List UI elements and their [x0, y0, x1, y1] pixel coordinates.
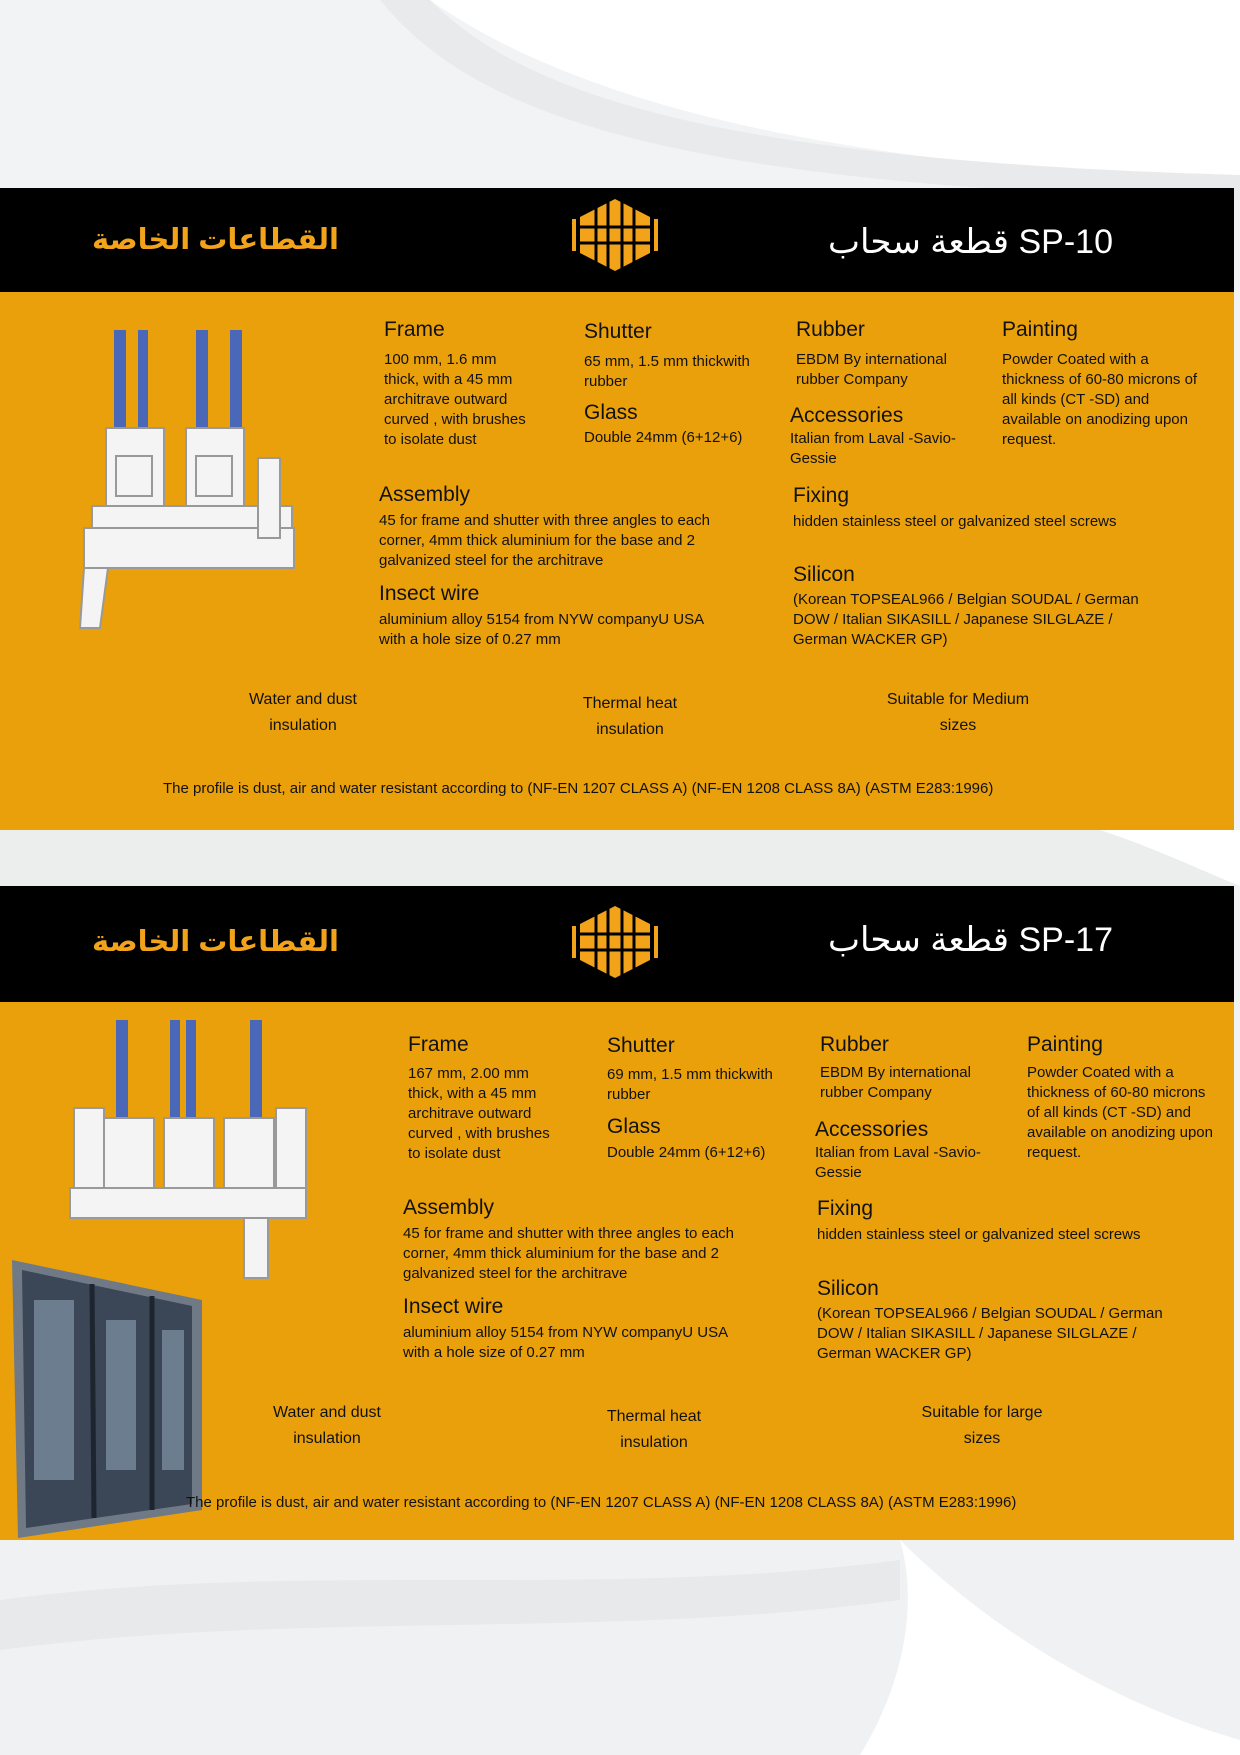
painting-label: Painting	[1027, 1033, 1103, 1056]
assembly-text: 45 for frame and shutter with three angles to each corner, 4mm thick aluminium for the base and 2 galvanized steel for the architrave	[379, 512, 711, 569]
standards-text: The profile is dust, air and water resistant according to (NF-EN 1207 CLASS A) (NF-EN 1208 CLASS 8A) (ASTM E283:1996)	[163, 780, 994, 797]
shutter-label: Shutter	[607, 1034, 675, 1057]
fixing-label: Fixing	[817, 1197, 874, 1220]
insect-wire-text: aluminium alloy 5154 from NYW companyU USA with a hole size of 0.27 mm	[379, 611, 704, 648]
fixing-text: hidden stainless steel or galvanized steel screws	[793, 513, 1117, 530]
shutter-text: 69 mm, 1.5 mm thickwith rubber	[607, 1066, 773, 1103]
product-title: قطعة سحاب SP-10	[828, 223, 1113, 261]
assembly-text: 45 for frame and shutter with three angles to each corner, 4mm thick aluminium for the base and 2 galvanized steel for the architrave	[403, 1225, 735, 1282]
rubber-label: Rubber	[796, 318, 865, 341]
product-title: قطعة سحاب SP-17	[828, 921, 1113, 959]
frame-text: 100 mm, 1.6 mm thick, with a 45 mm architrave outward curved , with brushes to isolate dust	[384, 351, 526, 448]
feature-size: Suitable for large sizes	[921, 1404, 1043, 1447]
glass-label: Glass	[607, 1115, 661, 1138]
accessories-text: Italian from Laval -Savio-Gessie	[815, 1144, 981, 1181]
accessories-label: Accessories	[815, 1118, 929, 1141]
painting-text: Powder Coated with a thickness of 60-80 microns of all kinds (CT -SD) and available on anodizing upon request.	[1002, 351, 1198, 448]
insect-wire-label: Insect wire	[403, 1295, 504, 1318]
fixing-text: hidden stainless steel or galvanized steel screws	[817, 1226, 1141, 1243]
accessories-text: Italian from Laval -Savio-Gessie	[790, 430, 956, 467]
frame-label: Frame	[384, 318, 445, 341]
standards-text: The profile is dust, air and water resistant according to (NF-EN 1207 CLASS A) (NF-EN 1208 CLASS 8A) (ASTM E283:1996)	[186, 1494, 1017, 1511]
fixing-label: Fixing	[793, 484, 850, 507]
feature-thermal: Thermal heat insulation	[606, 1408, 702, 1451]
feature-water-dust: Water and dust insulation	[273, 1404, 381, 1447]
insect-wire-text: aluminium alloy 5154 from NYW companyU USA with a hole size of 0.27 mm	[403, 1324, 728, 1361]
feature-water-dust: Water and dust insulation	[249, 691, 357, 734]
accessories-label: Accessories	[790, 404, 904, 427]
glass-text: Double 24mm (6+12+6)	[584, 429, 743, 446]
frame-text: 167 mm, 2.00 mm thick, with a 45 mm architrave outward curved , with brushes to isolate dust	[408, 1065, 550, 1162]
rubber-text: EBDM By international rubber Company	[796, 351, 947, 388]
sliding-profile-sp17-image	[64, 1018, 314, 1288]
painting-text: Powder Coated with a thickness of 60-80 microns of all kinds (CT -SD) and available on anodizing upon request.	[1027, 1064, 1213, 1161]
rubber-text: EBDM By international rubber Company	[820, 1064, 971, 1101]
silicon-text: (Korean TOPSEAL966 / Belgian SOUDAL / German DOW / Italian SIKASILL / Japanese SILGLAZE / German WACKER GP)	[793, 591, 1139, 648]
feature-thermal: Thermal heat insulation	[582, 695, 678, 738]
hexagon-logo-icon	[572, 904, 658, 980]
sliding-profile-sp10-image	[78, 328, 298, 638]
silicon-label: Silicon	[793, 563, 855, 586]
glass-text: Double 24mm (6+12+6)	[607, 1144, 766, 1161]
silicon-text: (Korean TOPSEAL966 / Belgian SOUDAL / German DOW / Italian SIKASILL / Japanese SILGLAZE / German WACKER GP)	[817, 1305, 1163, 1362]
rubber-label: Rubber	[820, 1033, 889, 1056]
frame-label: Frame	[408, 1033, 469, 1056]
arabic-category-title: القطاعات الخاصة	[92, 926, 339, 958]
assembly-label: Assembly	[379, 483, 471, 506]
insect-wire-label: Insect wire	[379, 582, 480, 605]
sliding-door-photo	[12, 1260, 202, 1538]
assembly-label: Assembly	[403, 1196, 495, 1219]
arabic-category-title: القطاعات الخاصة	[92, 224, 339, 256]
glass-label: Glass	[584, 401, 638, 424]
silicon-label: Silicon	[817, 1277, 879, 1300]
feature-size: Suitable for Medium sizes	[886, 691, 1030, 734]
painting-label: Painting	[1002, 318, 1078, 341]
shutter-text: 65 mm, 1.5 mm thickwith rubber	[584, 353, 750, 390]
shutter-label: Shutter	[584, 320, 652, 343]
hexagon-logo-icon	[572, 197, 658, 273]
